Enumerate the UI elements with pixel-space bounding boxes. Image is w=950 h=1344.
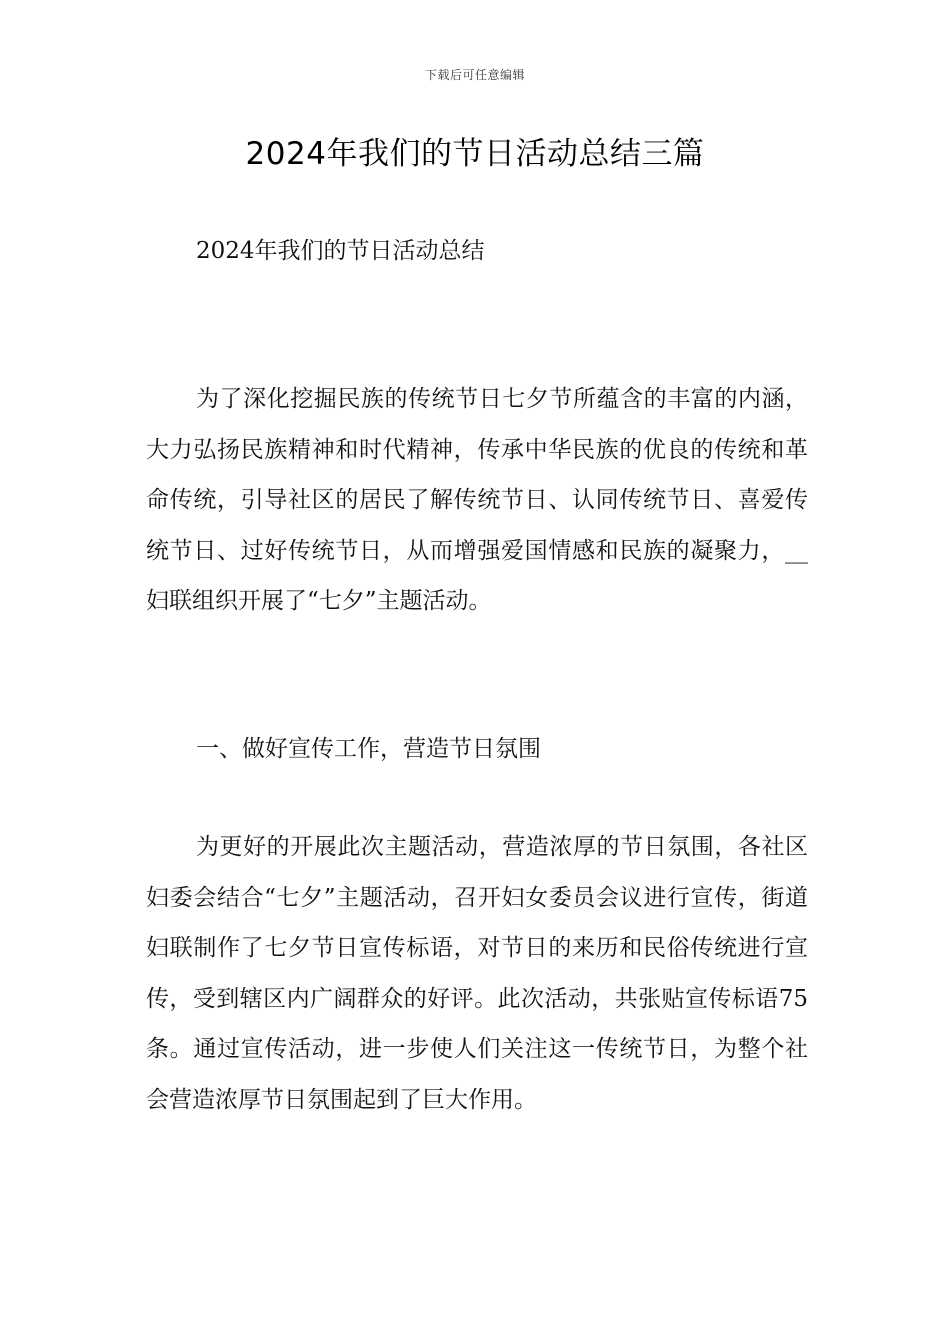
document-title: 2024年我们的节日活动总结三篇	[245, 136, 705, 172]
section-heading: 一、做好宣传工作，营造节日氛围	[196, 736, 541, 762]
header-note: 下载后可任意编辑	[424, 68, 525, 82]
document-subtitle: 2024年我们的节日活动总结	[196, 238, 485, 264]
paragraph-publicity: 为更好的开展此次主题活动，营造浓厚的节日氛围，各社区妇委会结合“七夕”主题活动，召开妇女委员会议进行宣传，街道妇联制作了七夕节日宣传标语，对节日的来历和民俗传统进行宣传，受到辖区内广阔群众的好评。此次活动，共张贴宣传标语75条。通过宣传活动，进一步使人们关注这一传统节日，为整个社会营造浓厚节日氛围起到了巨大作用。	[146, 834, 808, 1113]
paragraph-intro: 为了深化挖掘民族的传统节日七夕节所蕴含的丰富的内涵，大力弘扬民族精神和时代精神，传承中华民族的优良的传统和革命传统，引导社区的居民了解传统节日、认同传统节日、喜爱传统节日、过好传统节日，从而增强爱国情感和民族的凝聚力，__妇联组织开展了“七夕”主题活动。	[146, 386, 808, 614]
